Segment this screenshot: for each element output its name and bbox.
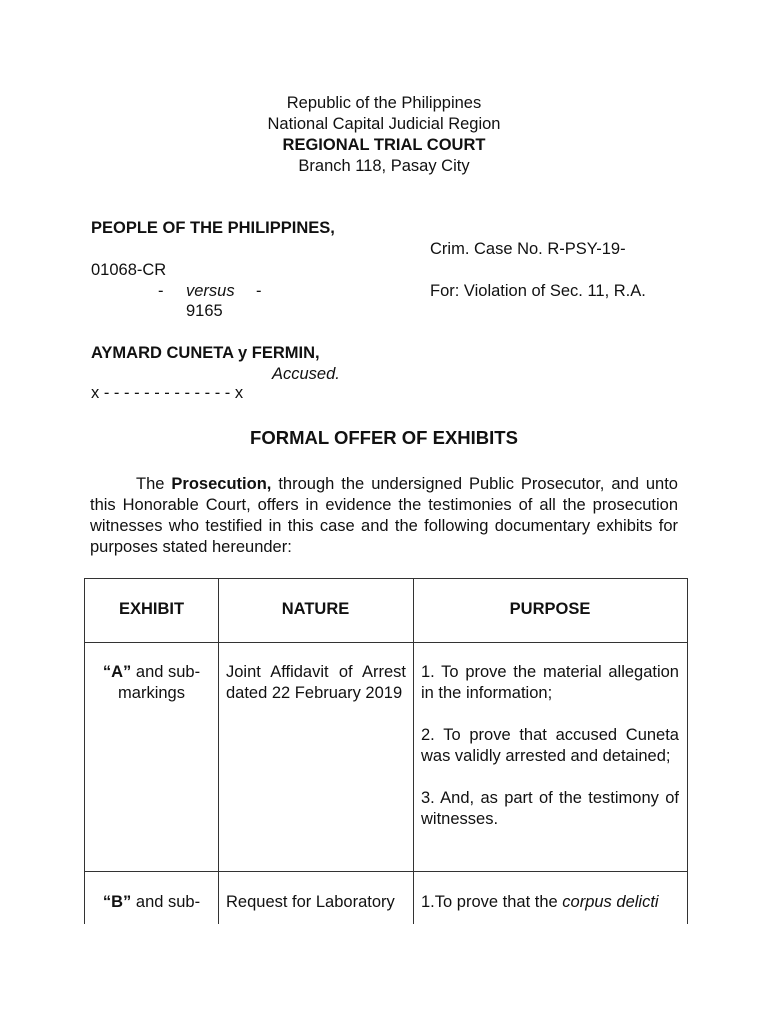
table-divider [85,642,687,643]
intro-party: Prosecution, [171,475,272,493]
purpose-item: 2. To prove that accused Cuneta was validly arrested and detained; [421,726,679,765]
purpose-item: 1. To prove the material allegation in the information; [421,663,679,702]
exhibit-b-purpose [421,892,683,913]
caption-case-number-cont: 01068-CR [91,261,167,279]
exhibit-b-mark: “B” [102,893,132,911]
exhibit-b-label: and sub- [135,893,201,911]
caption-offense-cont: 9165 [186,302,223,320]
header-branch: Branch 118, Pasay City [298,157,470,175]
caption-versus-dash-right: - [256,282,262,300]
header-purpose: PURPOSE [509,600,591,618]
table-divider [413,579,414,924]
header-region: National Capital Judicial Region [267,115,501,133]
exhibit-a-label: and sub- [135,663,201,681]
caption-accused-label: Accused. [272,365,340,383]
caption-case-number: Crim. Case No. R-PSY-19- [430,240,626,258]
caption-offense: For: Violation of Sec. 11, R.A. [430,282,646,300]
exhibit-b-purpose-italic: corpus delicti [562,893,659,911]
exhibit-a-purpose [421,662,679,830]
exhibit-b-cell [85,892,218,913]
purpose-item: 3. And, as part of the testimony of witnesses. [421,789,679,828]
header-republic: Republic of the Philippines [286,94,482,112]
header-exhibit: EXHIBIT [118,600,185,618]
exhibit-b-nature: Request for Laboratory [226,893,395,911]
document-title: FORMAL OFFER OF EXHIBITS [250,427,518,448]
exhibit-a-label-cont: markings [118,684,185,702]
caption-separator: x - - - - - - - - - - - - - x [91,384,244,402]
header-nature: NATURE [281,600,350,618]
caption-versus: versus [186,282,235,300]
caption-versus-dash-left: - [158,282,164,300]
table-divider [85,871,687,872]
intro-paragraph [90,474,678,558]
exhibit-a-cell [85,662,218,704]
intro-rest: through the undersigned Public Prosecutor, and unto this Honorable Court, offers in evidence the testimonies of all the prosecution witnesses who testified in this case and the following documentary exhibits for purposes stated hereunder: [90,475,678,556]
exhibit-a-mark: “A” [102,663,132,681]
header-court: REGIONAL TRIAL COURT [282,136,486,154]
intro-prefix: The [136,475,165,493]
caption-accused-name: AYMARD CUNETA y FERMIN, [91,344,320,362]
exhibits-table [84,578,688,924]
table-divider [218,579,219,924]
caption-plaintiff: PEOPLE OF THE PHILIPPINES, [91,219,335,237]
exhibit-b-purpose-text: 1.To prove that the [421,893,558,911]
exhibit-a-nature: Joint Affidavit of Arrest dated 22 February 2019 [226,663,406,702]
